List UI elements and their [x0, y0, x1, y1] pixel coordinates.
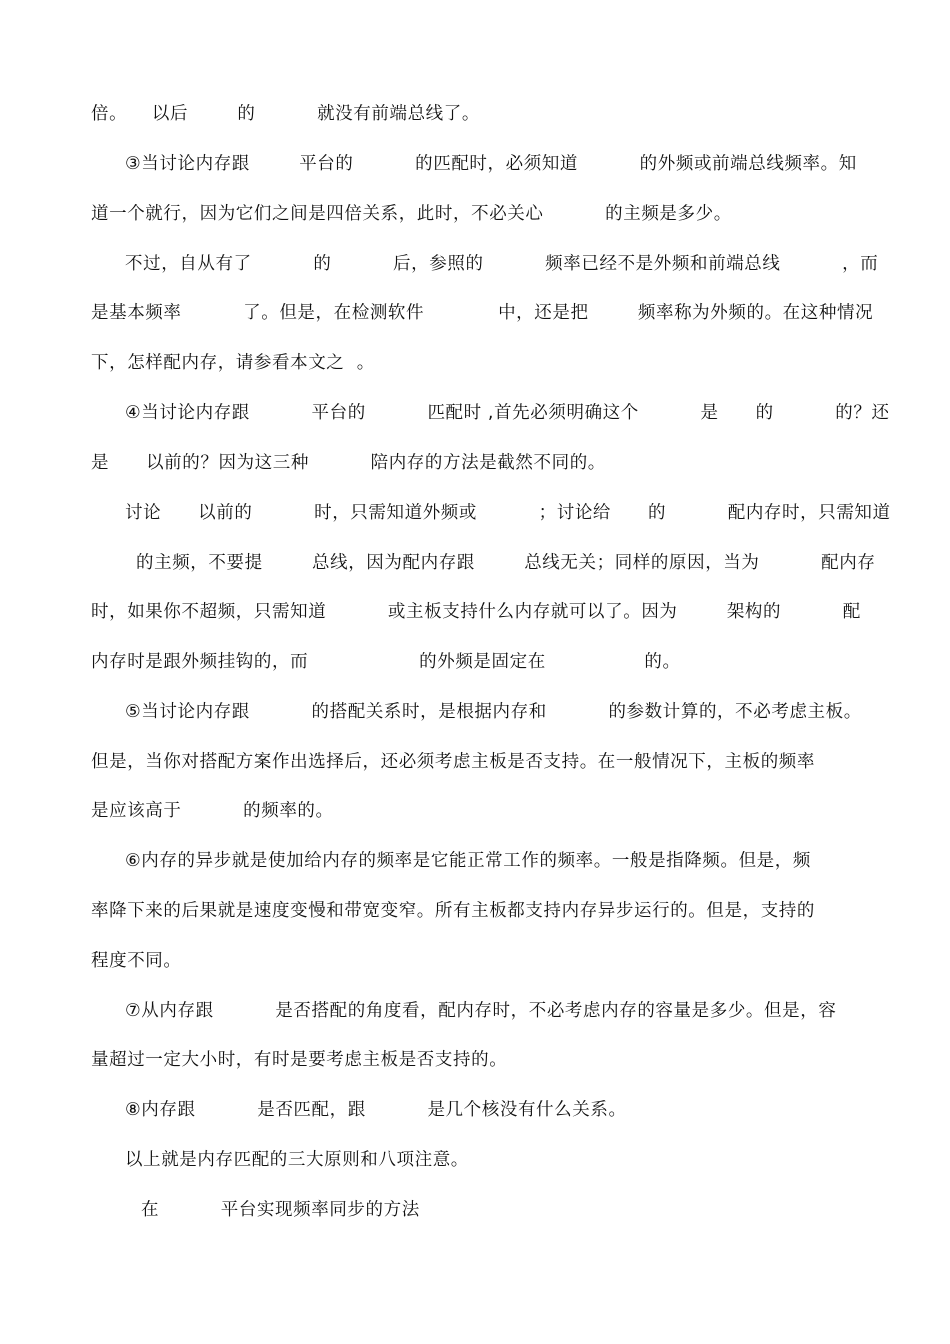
paragraph-6-line-1: ⑥内存的异步就是使加给内存的频率是它能正常工作的频率。一般是指降频。但是，频: [125, 851, 811, 871]
paragraph-4-line-2: 是 以前的？因为这三种 陪内存的方法是截然不同的。: [91, 453, 606, 473]
paragraph-7-line-2: 量超过一定大小时，有时是要考虑主板是否支持的。: [91, 1050, 508, 1070]
paragraph-5-line-2: 但是，当你对搭配方案作出选择后，还必须考虑主板是否支持。在一般情况下，主板的频率: [91, 752, 815, 772]
paragraph-7-line-1: ⑦从内存跟 是否搭配的角度看，配内存时，不必考虑内存的容量是多少。但是，容: [125, 1001, 837, 1021]
paragraph-discuss-line-3: 时，如果你不超频，只需知道 或主板支持什么内存就可以了。因为 架构的 配: [91, 602, 861, 622]
paragraph-bus-line-3: 下，怎样配内存，请参看本文之 。: [91, 353, 375, 373]
paragraph-discuss-line-4: 内存时是跟外频挂钩的，而 的外频是固定在 的。: [91, 652, 681, 672]
text-line-1: 倍。 以后 的 就没有前端总线了。: [91, 104, 480, 124]
paragraph-discuss-line-2: 的主频，不要提 总线，因为配内存跟 总线无关；同样的原因，当为 配内存: [136, 553, 876, 573]
paragraph-8-line-1: ⑧内存跟 是否匹配，跟 是几个核没有什么关系。: [125, 1100, 627, 1120]
paragraph-4-line-1: ④当讨论内存跟 平台的 匹配时 ,首先必须明确这个 是 的 的？还: [125, 403, 890, 423]
paragraph-3-line-2: 道一个就行，因为它们之间是四倍关系，此时，不必关心 的主频是多少。: [91, 204, 732, 224]
summary-line: 以上就是内存匹配的三大原则和八项注意。: [125, 1150, 469, 1170]
paragraph-6-line-3: 程度不同。: [91, 951, 182, 971]
paragraph-6-line-2: 率降下来的后果就是速度变慢和带宽变窄。所有主板都支持内存异步运行的。但是，支持的: [91, 901, 815, 921]
section-heading: 在 平台实现频率同步的方法: [141, 1200, 420, 1220]
paragraph-3-line-1: ③当讨论内存跟 平台的 的匹配时，必须知道 的外频或前端总线频率。知: [125, 154, 857, 174]
paragraph-bus-line-1: 不过，自从有了 的 后，参照的 频率已经不是外频和前端总线 ，而: [125, 254, 879, 274]
paragraph-5-line-3: 是应该高于 的频率的。: [91, 801, 334, 821]
paragraph-bus-line-2: 是基本频率 了。但是，在检测软件 中，还是把 频率称为外频的。在这种情况: [91, 303, 874, 323]
paragraph-discuss-line-1: 讨论 以前的 时，只需知道外频或 ；讨论给 的 配内存时，只需知道: [125, 503, 891, 523]
paragraph-5-line-1: ⑤当讨论内存跟 的搭配关系时，是根据内存和 的参数计算的，不必考虑主板。: [125, 702, 862, 722]
